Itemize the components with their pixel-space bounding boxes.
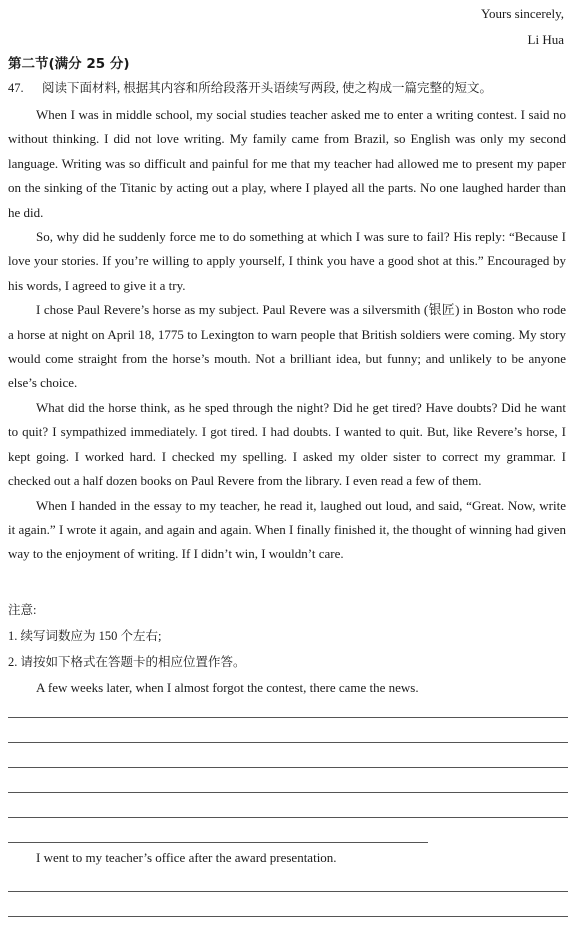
- question-number: 47.: [8, 81, 24, 95]
- notes-heading: 注意:: [8, 603, 37, 617]
- question-instruction: 阅读下面材料, 根据其内容和所给段落开头语续写两段, 使之构成一篇完整的短文。: [42, 81, 493, 95]
- continuation-prompt-2: I went to my teacher’s office after the award presentation.: [36, 850, 337, 865]
- notes-item-1: 1. 续写词数应为 150 个左右;: [8, 629, 162, 643]
- letter-closing: [481, 4, 564, 50]
- writing-line[interactable]: [8, 842, 428, 843]
- writing-line[interactable]: [8, 767, 568, 768]
- closing-salutation: Yours sincerely,: [480, 6, 564, 21]
- passage-paragraph-5: When I handed in the essay to my teacher, he read it, laughed out loud, and said, “Great. Now, write it again.” I wrote it again, and again and again. When I finally finished it, the thought of winning had given way to the enjoyment of writing. If I didn’t win, I wouldn’t care.: [8, 497, 566, 562]
- writing-line[interactable]: [8, 792, 568, 793]
- passage-paragraph-3: I chose Paul Revere’s horse as my subject. Paul Revere was a silversmith (银匠) in Boston who rode a horse at night on April 18, 1775 to Lexington to warn people that British soldiers were coming. My story would come straight from the horse’s mouth. Not a brilliant idea, but funny; and unlikely to be anyone else’s choice.: [8, 302, 566, 391]
- closing-signature: Li Hua: [527, 32, 564, 47]
- writing-line[interactable]: [8, 742, 568, 743]
- passage-paragraph-2: So, why did he suddenly force me to do something at which I was sure to fail? His reply: “Because I love your stories. If you’re willing to apply yourself, I think you have a good shot at this.” Encouraged by his words, I agreed to give it a try.: [8, 229, 566, 293]
- notes-section: [8, 597, 246, 675]
- writing-line[interactable]: [8, 817, 568, 818]
- continuation-prompt-1: A few weeks later, when I almost forgot the contest, there came the news.: [36, 680, 419, 695]
- section-title: 第二节(满分 25 分): [8, 56, 130, 72]
- writing-line[interactable]: [8, 916, 568, 917]
- passage-paragraph-1: When I was in middle school, my social studies teacher asked me to enter a writing contest. I said no without thinking. I did not love writing. My family came from Brazil, so English was only my second language. Writing was so difficult and painful for me that my teacher had allowed me to present my paper on the sinking of the Titanic by acting out a play, where I played all the parts. No one laughed harder than he did.: [8, 107, 566, 220]
- passage-paragraph-4: What did the horse think, as he sped through the night? Did he get tired? Have doubts? Did he want to quit? I sympathized immediately. I got tired. I had doubts. I wanted to quit. But, like Revere’s horse, I kept going. I worked hard. I checked my spelling. I asked my older sister to correct my grammar. I checked out a half dozen books on Paul Revere from the library. I even read a few of them.: [8, 399, 566, 489]
- writing-line[interactable]: [8, 891, 568, 892]
- question-instruction-line: [8, 78, 492, 96]
- reading-passage: [8, 103, 566, 567]
- notes-item-2: 2. 请按如下格式在答题卡的相应位置作答。: [8, 655, 246, 669]
- writing-line[interactable]: [8, 717, 568, 718]
